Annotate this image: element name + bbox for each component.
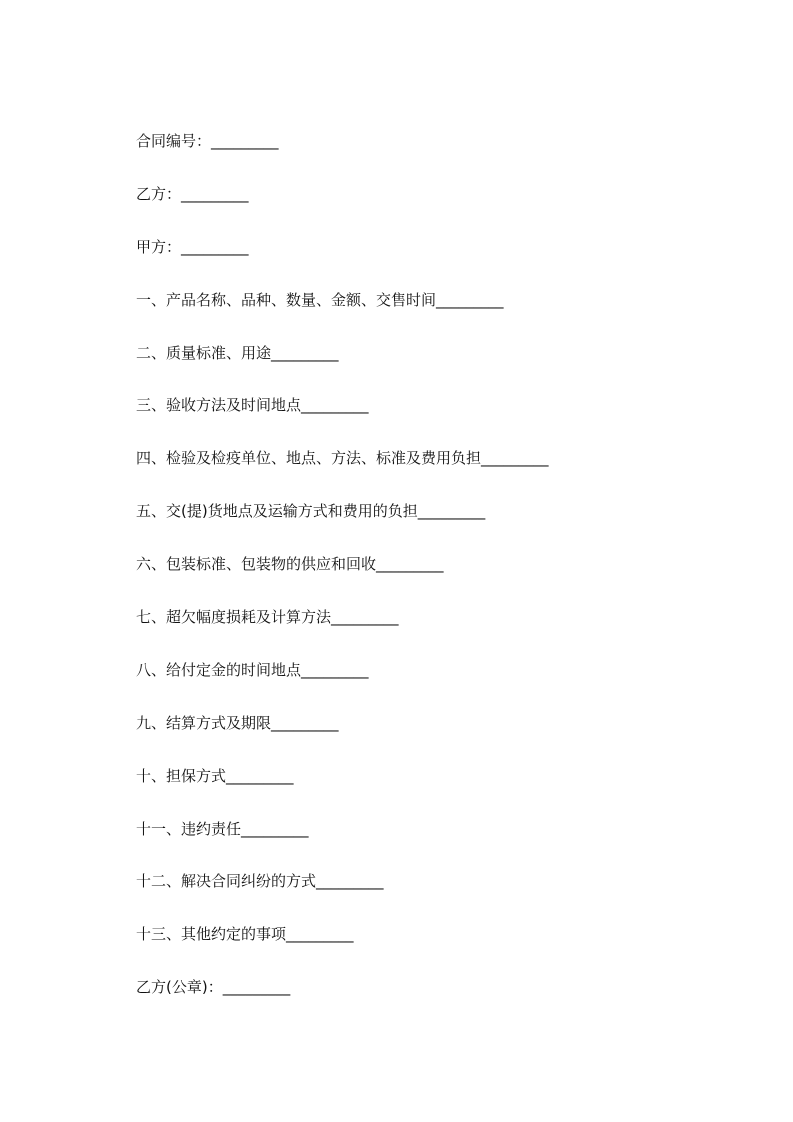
party-a-line: 甲方：_________	[136, 237, 249, 256]
clause-7-line: 七、超欠幅度损耗及计算方法_________	[136, 608, 399, 627]
clause-13-line: 十三、其他约定的事项_________	[136, 925, 354, 944]
party-b-seal-line: 乙方(公章)：_________	[136, 978, 291, 997]
party-b-line: 乙方：_________	[136, 184, 249, 203]
clause-5-line: 五、交(提)货地点及运输方式和费用的负担_________	[136, 502, 486, 521]
clause-6-line: 六、包装标准、包装物的供应和回收_________	[136, 555, 444, 574]
clause-4-line: 四、检验及检疫单位、地点、方法、标准及费用负担_________	[136, 449, 549, 468]
clause-9-line: 九、结算方式及期限_________	[136, 713, 339, 732]
clause-11-line: 十一、违约责任_________	[136, 819, 309, 838]
clause-8-line: 八、给付定金的时间地点_________	[136, 660, 369, 679]
clause-2-line: 二、质量标准、用途_________	[136, 343, 339, 362]
clause-10-line: 十、担保方式_________	[136, 766, 294, 785]
contract-field-list	[136, 131, 549, 1030]
clause-12-line: 十二、解决合同纠纷的方式_________	[136, 872, 384, 891]
clause-1-line: 一、产品名称、品种、数量、金额、交售时间_________	[136, 290, 504, 309]
contract-number-line: 合同编号：_________	[136, 132, 279, 150]
clause-3-line: 三、验收方法及时间地点_________	[136, 396, 369, 415]
